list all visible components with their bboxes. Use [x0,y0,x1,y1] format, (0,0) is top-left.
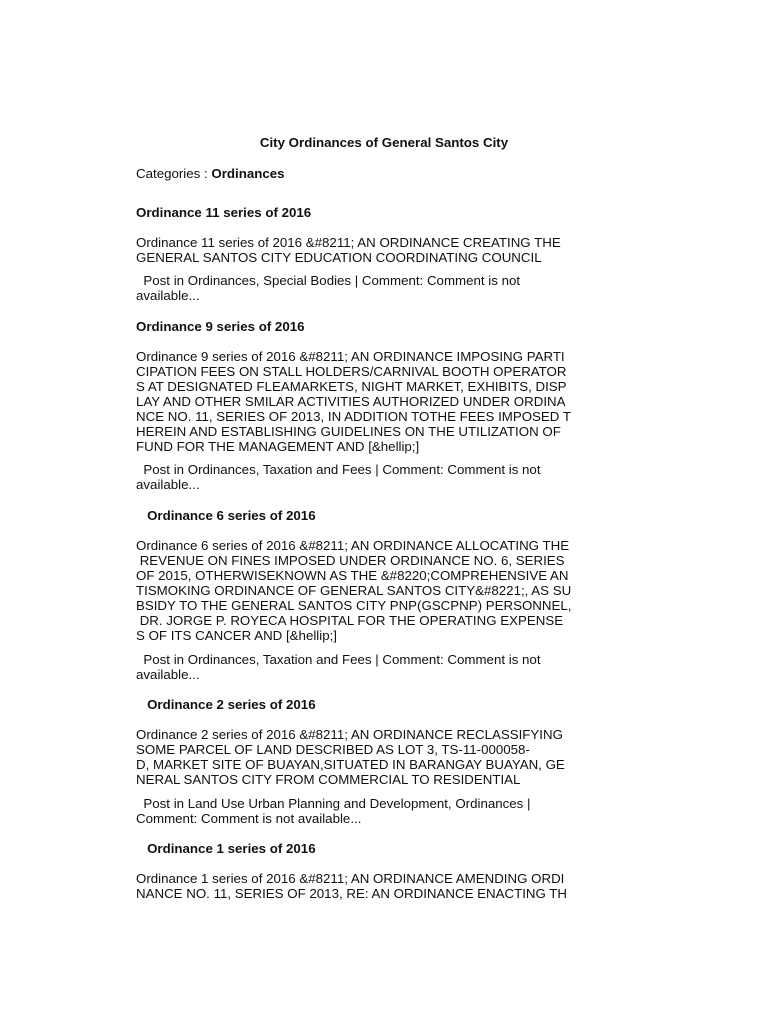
entry-heading[interactable]: Ordinance 1 series of 2016 [136,841,316,856]
entry-meta-line: Comment: Comment is not available... [136,811,362,826]
entry-body-line: NCE NO. 11, SERIES OF 2013, IN ADDITION TOTHE FEES IMPOSED T [136,409,571,424]
entry-body-line: TISMOKING ORDINANCE OF GENERAL SANTOS CITY&#8221;, AS SU [136,583,572,598]
entry-heading[interactable]: Ordinance 11 series of 2016 [136,205,312,220]
entry-body [136,235,636,265]
entry-heading[interactable]: Ordinance 6 series of 2016 [136,508,316,523]
entry-meta-line: Post in Ordinances, Special Bodies | Comment: Comment is not [136,273,521,288]
entry-heading[interactable]: Ordinance 2 series of 2016 [136,697,316,712]
entry-meta [136,273,520,303]
entry-body [136,727,636,787]
entry-body-line: Ordinance 1 series of 2016 &#8211; AN ORDINANCE AMENDING ORDI [136,871,565,886]
page-title: City Ordinances of General Santos City [259,135,509,150]
entry-body [136,871,636,901]
entry-body-line: NANCE NO. 11, SERIES OF 2013, RE: AN ORDINANCE ENACTING TH [136,886,568,901]
entry-body-line: Ordinance 9 series of 2016 &#8211; AN ORDINANCE IMPOSING PARTI [136,349,565,364]
entry-body-line: S OF ITS CANCER AND [&hellip;] [136,628,337,643]
entry-meta-line: available... [136,477,200,492]
entry-body-line: CIPATION FEES ON STALL HOLDERS/CARNIVAL BOOTH OPERATOR [136,364,567,379]
categories-line [136,166,285,181]
entry-body-line: OF 2015, OTHERWISEKNOWN AS THE &#8220;COMPREHENSIVE AN [136,568,569,583]
entry-body-line: GENERAL SANTOS CITY EDUCATION COORDINATING COUNCIL [136,250,542,265]
entry-meta-line: available... [136,288,200,303]
entry-meta [136,796,530,826]
entry-body-line: HEREIN AND ESTABLISHING GUIDELINES ON THE UTILIZATION OF [136,424,561,439]
entry-meta-line: available... [136,667,200,682]
entry-body-line: Ordinance 2 series of 2016 &#8211; AN ORDINANCE RECLASSIFYING [136,727,563,742]
categories-label: Categories : [136,166,212,181]
entry-body-line: Ordinance 11 series of 2016 &#8211; AN ORDINANCE CREATING THE [136,235,561,250]
entry-body-line: SOME PARCEL OF LAND DESCRIBED AS LOT 3, TS-11-000058- [136,742,530,757]
entry-meta [136,652,541,682]
entry-body-line: REVENUE ON FINES IMPOSED UNDER ORDINANCE NO. 6, SERIES [136,553,565,568]
entry-body [136,349,636,454]
entry-body-line: S AT DESIGNATED FLEAMARKETS, NIGHT MARKET, EXHIBITS, DISP [136,379,567,394]
entry-meta [136,462,541,492]
entry-meta-line: Post in Land Use Urban Planning and Development, Ordinances | [136,796,531,811]
entry-meta-line: Post in Ordinances, Taxation and Fees | Comment: Comment is not [136,462,541,477]
entry-body-line: Ordinance 6 series of 2016 &#8211; AN ORDINANCE ALLOCATING THE [136,538,570,553]
entry-body-line: NERAL SANTOS CITY FROM COMMERCIAL TO RESIDENTIAL [136,772,521,787]
entry-body [136,538,636,643]
entry-heading[interactable]: Ordinance 9 series of 2016 [136,319,305,334]
entry-meta-line: Post in Ordinances, Taxation and Fees | Comment: Comment is not [136,652,541,667]
entry-body-line: LAY AND OTHER SMILAR ACTIVITIES AUTHORIZED UNDER ORDINA [136,394,566,409]
entry-body-line: DR. JORGE P. ROYECA HOSPITAL FOR THE OPERATING EXPENSE [136,613,564,628]
categories-link[interactable]: Ordinances [211,166,285,181]
entry-body-line: D, MARKET SITE OF BUAYAN,SITUATED IN BARANGAY BUAYAN, GE [136,757,565,772]
entry-body-line: BSIDY TO THE GENERAL SANTOS CITY PNP(GSCPNP) PERSONNEL, [136,598,572,613]
entry-body-line: FUND FOR THE MANAGEMENT AND [&hellip;] [136,439,420,454]
